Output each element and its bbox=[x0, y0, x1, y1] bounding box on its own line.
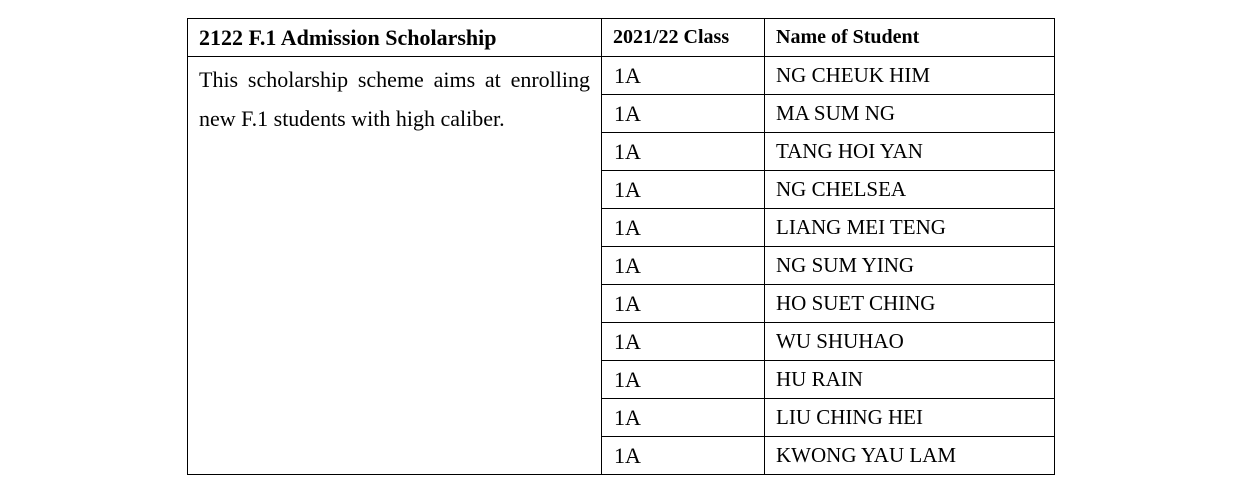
class-cell: 1A bbox=[602, 133, 765, 171]
scholarship-description: This scholarship scheme aims at enrolling new F.1 students with high caliber. bbox=[188, 57, 602, 475]
student-name-cell: LIANG MEI TENG bbox=[765, 209, 1055, 247]
class-cell: 1A bbox=[602, 209, 765, 247]
student-name-cell: HO SUET CHING bbox=[765, 285, 1055, 323]
class-cell: 1A bbox=[602, 323, 765, 361]
student-name-cell: KWONG YAU LAM bbox=[765, 437, 1055, 475]
class-cell: 1A bbox=[602, 399, 765, 437]
scholarship-table bbox=[187, 18, 1055, 475]
class-cell: 1A bbox=[602, 247, 765, 285]
student-name-cell: NG CHELSEA bbox=[765, 171, 1055, 209]
student-name-cell: TANG HOI YAN bbox=[765, 133, 1055, 171]
class-column-header: 2021/22 Class bbox=[602, 19, 765, 57]
class-cell: 1A bbox=[602, 437, 765, 475]
student-name-cell: NG CHEUK HIM bbox=[765, 57, 1055, 95]
header-row bbox=[188, 19, 1055, 57]
class-cell: 1A bbox=[602, 95, 765, 133]
student-name-cell: WU SHUHAO bbox=[765, 323, 1055, 361]
class-cell: 1A bbox=[602, 361, 765, 399]
table-row bbox=[188, 57, 1055, 95]
student-name-cell: HU RAIN bbox=[765, 361, 1055, 399]
class-cell: 1A bbox=[602, 285, 765, 323]
class-cell: 1A bbox=[602, 171, 765, 209]
student-name-cell: NG SUM YING bbox=[765, 247, 1055, 285]
scholarship-title: 2122 F.1 Admission Scholarship bbox=[188, 19, 602, 57]
student-name-cell: MA SUM NG bbox=[765, 95, 1055, 133]
class-cell: 1A bbox=[602, 57, 765, 95]
student-name-cell: LIU CHING HEI bbox=[765, 399, 1055, 437]
name-column-header: Name of Student bbox=[765, 19, 1055, 57]
